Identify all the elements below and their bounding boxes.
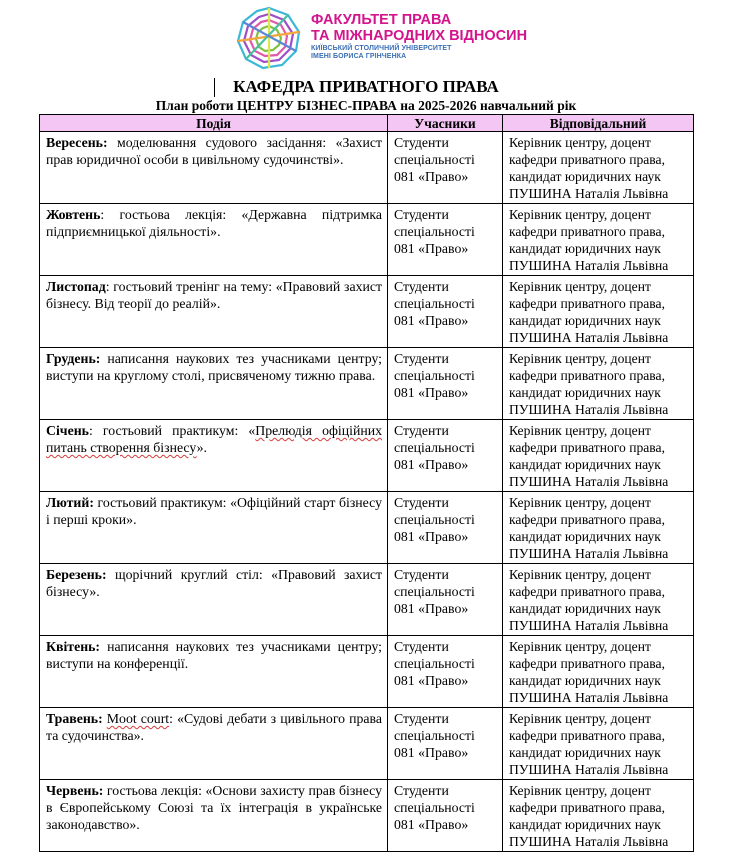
responsible-line: кафедри приватного права, bbox=[509, 224, 665, 239]
responsible-line: кафедри приватного права, bbox=[509, 728, 665, 743]
event-month: Листопад bbox=[46, 279, 106, 294]
participants-line: 081 «Право» bbox=[394, 601, 469, 616]
responsible-line: кафедри приватного права, bbox=[509, 368, 665, 383]
participants-line: Студенти bbox=[394, 495, 449, 510]
participants-line: Студенти bbox=[394, 423, 449, 438]
event-month: Жовтень bbox=[46, 207, 101, 222]
responsible-cell bbox=[503, 564, 694, 636]
event-cell bbox=[40, 564, 388, 636]
event-month: Грудень: bbox=[46, 351, 101, 366]
participants-line: спеціальності bbox=[394, 728, 475, 743]
responsible-line: кафедри приватного права, bbox=[509, 584, 665, 599]
responsible-line: Керівник центру, доцент bbox=[509, 711, 651, 726]
column-header-participants: Учасники bbox=[388, 115, 503, 132]
participants-cell bbox=[388, 132, 503, 204]
responsible-line: ПУШИНА Наталія Львівна bbox=[509, 474, 669, 489]
event-month: Березень: bbox=[46, 567, 107, 582]
participants-line: 081 «Право» bbox=[394, 313, 469, 328]
responsible-line: Керівник центру, доцент bbox=[509, 783, 651, 798]
participants-cell bbox=[388, 420, 503, 492]
event-cell bbox=[40, 348, 388, 420]
participants-line: спеціальності bbox=[394, 440, 475, 455]
participants-line: спеціальності bbox=[394, 152, 475, 167]
table-row bbox=[40, 564, 694, 636]
participants-cell bbox=[388, 636, 503, 708]
participants-line: 081 «Право» bbox=[394, 169, 469, 184]
participants-line: спеціальності bbox=[394, 368, 475, 383]
responsible-line: Керівник центру, доцент bbox=[509, 135, 651, 150]
participants-line: 081 «Право» bbox=[394, 745, 469, 760]
event-cell bbox=[40, 420, 388, 492]
event-cell bbox=[40, 636, 388, 708]
logo-line-2: ТА МІЖНАРОДНИХ ВІДНОСИН bbox=[311, 28, 528, 44]
participants-line: Студенти bbox=[394, 783, 449, 798]
table-row bbox=[40, 132, 694, 204]
responsible-line: кандидат юридичних наук bbox=[509, 817, 661, 832]
responsible-line: Керівник центру, доцент bbox=[509, 495, 651, 510]
responsible-cell bbox=[503, 348, 694, 420]
responsible-line: кафедри приватного права, bbox=[509, 440, 665, 455]
participants-cell bbox=[388, 276, 503, 348]
table-header-row bbox=[40, 115, 694, 132]
responsible-line: ПУШИНА Наталія Львівна bbox=[509, 546, 669, 561]
table-row bbox=[40, 780, 694, 852]
event-month: Лютий: bbox=[46, 495, 94, 510]
logo-line-1: ФАКУЛЬТЕТ ПРАВА bbox=[311, 12, 452, 28]
participants-line: Студенти bbox=[394, 207, 449, 222]
participants-line: Студенти bbox=[394, 351, 449, 366]
table-row bbox=[40, 636, 694, 708]
event-month: Січень bbox=[46, 423, 89, 438]
faculty-emblem-icon bbox=[233, 6, 305, 70]
participants-line: 081 «Право» bbox=[394, 817, 469, 832]
page-title: КАФЕДРА ПРИВАТНОГО ПРАВА bbox=[233, 77, 499, 96]
event-description: гостьова лекція: «Основи захисту прав бізнесу в Європейському Союзі та їх інтеграція в українське законодавство». bbox=[46, 783, 382, 832]
event-description: написання наукових тез учасниками центру; виступи на круглому столі, присвяченому тижню права. bbox=[46, 351, 382, 383]
participants-line: спеціальності bbox=[394, 296, 475, 311]
responsible-line: Керівник центру, доцент bbox=[509, 423, 651, 438]
participants-line: Студенти bbox=[394, 279, 449, 294]
responsible-cell bbox=[503, 492, 694, 564]
responsible-line: Керівник центру, доцент bbox=[509, 567, 651, 582]
responsible-line: кандидат юридичних наук bbox=[509, 385, 661, 400]
responsible-cell bbox=[503, 420, 694, 492]
responsible-line: кандидат юридичних наук bbox=[509, 745, 661, 760]
responsible-line: кандидат юридичних наук bbox=[509, 529, 661, 544]
participants-line: спеціальності bbox=[394, 512, 475, 527]
event-flagged-text: Moot court bbox=[106, 711, 170, 726]
event-month: Вересень: bbox=[46, 135, 108, 150]
participants-line: Студенти bbox=[394, 135, 449, 150]
participants-line: Студенти bbox=[394, 711, 449, 726]
event-description: моделювання судового засідання: «Захист прав юридичної особи в цивільному судочинстві». bbox=[46, 135, 382, 167]
responsible-line: кафедри приватного права, bbox=[509, 512, 665, 527]
table-row bbox=[40, 348, 694, 420]
responsible-cell bbox=[503, 204, 694, 276]
event-description: щорічний круглий стіл: «Правовий захист бізнесу». bbox=[46, 567, 382, 599]
responsible-line: ПУШИНА Наталія Львівна bbox=[509, 258, 669, 273]
responsible-cell bbox=[503, 780, 694, 852]
event-cell bbox=[40, 492, 388, 564]
responsible-line: кандидат юридичних наук bbox=[509, 169, 661, 184]
responsible-line: Керівник центру, доцент bbox=[509, 207, 651, 222]
participants-line: спеціальності bbox=[394, 224, 475, 239]
event-cell bbox=[40, 708, 388, 780]
participants-line: спеціальності bbox=[394, 584, 475, 599]
event-cell bbox=[40, 276, 388, 348]
column-header-responsible: Відповідальний bbox=[503, 115, 694, 132]
logo-text bbox=[311, 12, 527, 61]
participants-cell bbox=[388, 780, 503, 852]
event-description: : гостьовий практикум: « bbox=[88, 423, 256, 438]
event-cell bbox=[40, 132, 388, 204]
participants-cell bbox=[388, 348, 503, 420]
participants-line: Студенти bbox=[394, 639, 449, 654]
event-description: : гостьова лекція: «Державна підтримка підприємницької діяльності». bbox=[46, 207, 382, 239]
participants-cell bbox=[388, 564, 503, 636]
event-cell bbox=[40, 780, 388, 852]
event-month: Квітень: bbox=[46, 639, 101, 654]
responsible-line: кандидат юридичних наук bbox=[509, 457, 661, 472]
event-description: : гостьовий тренінг на тему: «Правовий захист бізнесу. Від теорії до реалій». bbox=[46, 279, 382, 311]
responsible-line: Керівник центру, доцент bbox=[509, 639, 651, 654]
responsible-line: Керівник центру, доцент bbox=[509, 351, 651, 366]
participants-line: 081 «Право» bbox=[394, 241, 469, 256]
responsible-line: Керівник центру, доцент bbox=[509, 279, 651, 294]
participants-cell bbox=[388, 492, 503, 564]
responsible-line: кандидат юридичних наук bbox=[509, 601, 661, 616]
responsible-line: кандидат юридичних наук bbox=[509, 673, 661, 688]
responsible-cell bbox=[503, 132, 694, 204]
responsible-line: кандидат юридичних наук bbox=[509, 313, 661, 328]
table-row bbox=[40, 276, 694, 348]
responsible-line: кафедри приватного права, bbox=[509, 296, 665, 311]
event-description: написання наукових тез учасниками центру; виступи на конференції. bbox=[46, 639, 382, 671]
event-description-end: : «Судові дебати з цивільного права та судочинства». bbox=[46, 711, 382, 743]
participants-line: 081 «Право» bbox=[394, 673, 469, 688]
responsible-line: кафедри приватного права, bbox=[509, 800, 665, 815]
work-plan-table bbox=[39, 114, 694, 852]
responsible-line: ПУШИНА Наталія Львівна bbox=[509, 402, 669, 417]
logo-line-4: ІМЕНІ БОРИСА ГРІНЧЕНКА bbox=[311, 53, 407, 60]
responsible-line: ПУШИНА Наталія Львівна bbox=[509, 330, 669, 345]
participants-cell bbox=[388, 204, 503, 276]
page-subtitle: План роботи ЦЕНТРУ БІЗНЕС-ПРАВА на 2025-2026 навчальний рік bbox=[155, 98, 577, 113]
responsible-line: ПУШИНА Наталія Львівна bbox=[509, 186, 669, 201]
participants-line: спеціальності bbox=[394, 800, 475, 815]
event-flagged-text: Прелюдія офіційних питань створення бізнесу bbox=[46, 423, 383, 455]
responsible-line: ПУШИНА Наталія Львівна bbox=[509, 762, 669, 777]
table-row bbox=[40, 204, 694, 276]
event-description-end: ». bbox=[196, 440, 207, 455]
responsible-cell bbox=[503, 708, 694, 780]
table-row bbox=[40, 708, 694, 780]
table-row bbox=[40, 420, 694, 492]
table-row bbox=[40, 492, 694, 564]
responsible-line: кафедри приватного права, bbox=[509, 152, 665, 167]
responsible-line: кандидат юридичних наук bbox=[509, 241, 661, 256]
column-header-event: Подія bbox=[40, 115, 388, 132]
responsible-line: ПУШИНА Наталія Львівна bbox=[509, 690, 669, 705]
participants-line: 081 «Право» bbox=[394, 385, 469, 400]
event-month: Травень: bbox=[46, 711, 103, 726]
responsible-cell bbox=[503, 276, 694, 348]
participants-line: Студенти bbox=[394, 567, 449, 582]
responsible-cell bbox=[503, 636, 694, 708]
participants-cell bbox=[388, 708, 503, 780]
responsible-line: ПУШИНА Наталія Львівна bbox=[509, 618, 669, 633]
participants-line: 081 «Право» bbox=[394, 529, 469, 544]
event-month: Червень: bbox=[46, 783, 104, 798]
responsible-line: кафедри приватного права, bbox=[509, 656, 665, 671]
event-description: гостьовий практикум: «Офіційний старт бізнесу і перші кроки». bbox=[46, 495, 382, 527]
faculty-logo bbox=[233, 6, 528, 70]
responsible-line: ПУШИНА Наталія Львівна bbox=[509, 834, 669, 849]
participants-line: спеціальності bbox=[394, 656, 475, 671]
logo-line-3: КИЇВСЬКИЙ СТОЛИЧНИЙ УНІВЕРСИТЕТ bbox=[311, 45, 452, 52]
event-cell bbox=[40, 204, 388, 276]
participants-line: 081 «Право» bbox=[394, 457, 469, 472]
